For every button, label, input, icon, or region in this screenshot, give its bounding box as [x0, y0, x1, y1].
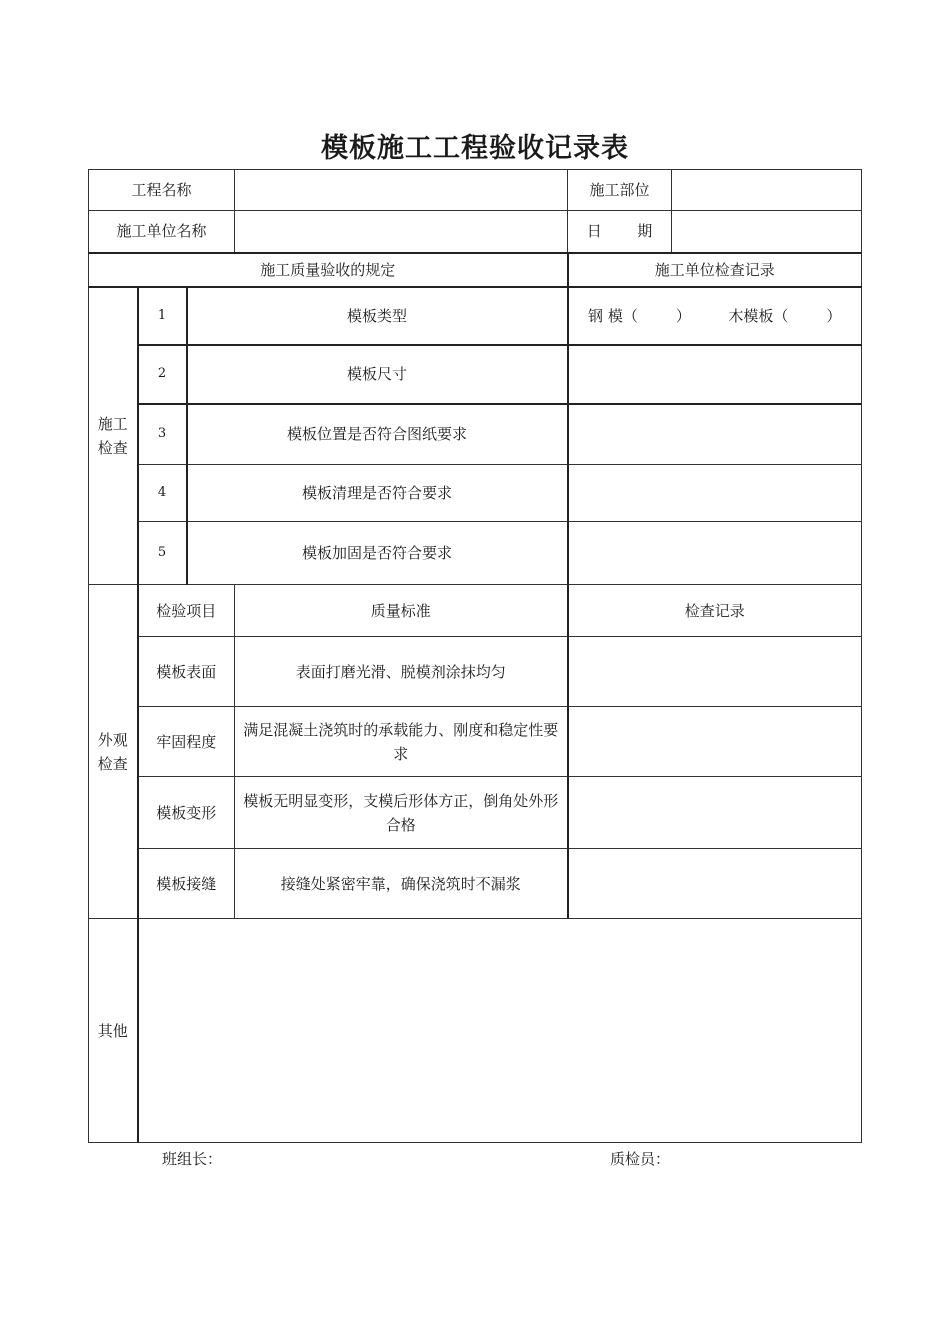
unit-name-row [89, 211, 862, 253]
other-content[interactable] [138, 919, 862, 1143]
appearance-check-label [89, 585, 138, 919]
construction-check-row [89, 522, 862, 585]
appearance-standard: 满足混凝土浇筑时的承载能力、刚度和稳定性要求 [235, 707, 568, 777]
date-label-char-1: 日 [586, 222, 602, 241]
unit-name-field[interactable] [235, 211, 568, 253]
col-header-standard: 质量标准 [235, 585, 568, 637]
appearance-row [89, 777, 862, 849]
other-row [89, 919, 862, 1143]
item-text: 模板清理是否符合要求 [187, 465, 568, 522]
project-name-label: 工程名称 [89, 170, 235, 211]
steel-formwork-option: 钢 模（ [588, 306, 638, 325]
item-number: 3 [138, 404, 187, 465]
appearance-standard: 表面打磨光滑、脱模剂涂抹均匀 [235, 637, 568, 707]
location-label: 施工部位 [568, 170, 672, 211]
formwork-type-record[interactable] [568, 287, 862, 345]
item-number: 1 [138, 287, 187, 345]
appearance-item: 牢固程度 [138, 707, 235, 777]
unit-record-header: 施工单位检查记录 [568, 253, 862, 287]
appearance-record[interactable] [568, 637, 862, 707]
unit-name-label: 施工单位名称 [89, 211, 235, 253]
appearance-item: 模板变形 [138, 777, 235, 849]
construction-check-row [89, 345, 862, 404]
construction-check-label-line1: 施工 [97, 414, 128, 433]
construction-check-label [89, 287, 138, 585]
inspector-signature: 质检员： [610, 1150, 671, 1168]
item-number: 5 [138, 522, 187, 585]
construction-check-row [89, 404, 862, 465]
appearance-standard: 接缝处紧密牢靠，确保浇筑时不漏浆 [235, 849, 568, 919]
item-number: 4 [138, 465, 187, 522]
item-text: 模板类型 [187, 287, 568, 345]
project-name-field[interactable] [235, 170, 568, 211]
wood-formwork-close: ） [826, 306, 842, 325]
appearance-row [89, 707, 862, 777]
item-number: 2 [138, 345, 187, 404]
item-record[interactable] [568, 522, 862, 585]
project-name-row [89, 170, 862, 211]
date-field[interactable] [672, 211, 862, 253]
inspection-form-table [88, 169, 862, 1143]
construction-check-row [89, 465, 862, 522]
quality-rules-header: 施工质量验收的规定 [89, 253, 568, 287]
appearance-item: 模板接缝 [138, 849, 235, 919]
section-header-row [89, 253, 862, 287]
item-text: 模板加固是否符合要求 [187, 522, 568, 585]
item-record[interactable] [568, 404, 862, 465]
appearance-record[interactable] [568, 707, 862, 777]
wood-formwork-option: 木模板（ [728, 306, 789, 325]
appearance-record[interactable] [568, 777, 862, 849]
construction-check-label-line2: 检查 [97, 438, 128, 457]
appearance-item: 模板表面 [138, 637, 235, 707]
other-label: 其他 [89, 919, 138, 1143]
appearance-row [89, 637, 862, 707]
appearance-check-label-line2: 检查 [97, 754, 128, 773]
appearance-record[interactable] [568, 849, 862, 919]
item-text: 模板位置是否符合图纸要求 [187, 404, 568, 465]
item-record[interactable] [568, 345, 862, 404]
location-field[interactable] [672, 170, 862, 211]
date-label-char-2: 期 [637, 222, 653, 241]
appearance-standard: 模板无明显变形，支模后形体方正，倒角处外形合格 [235, 777, 568, 849]
page-title: 模板施工工程验收记录表 [321, 133, 629, 164]
col-header-record: 检查记录 [568, 585, 862, 637]
construction-check-row [89, 287, 862, 345]
appearance-row [89, 849, 862, 919]
col-header-item: 检验项目 [138, 585, 235, 637]
team-leader-signature: 班组长： [162, 1150, 223, 1168]
appearance-header-row [89, 585, 862, 637]
item-record[interactable] [568, 465, 862, 522]
item-text: 模板尺寸 [187, 345, 568, 404]
appearance-check-label-line1: 外观 [97, 730, 128, 749]
date-label [568, 211, 672, 253]
steel-formwork-close: ） [675, 306, 691, 325]
